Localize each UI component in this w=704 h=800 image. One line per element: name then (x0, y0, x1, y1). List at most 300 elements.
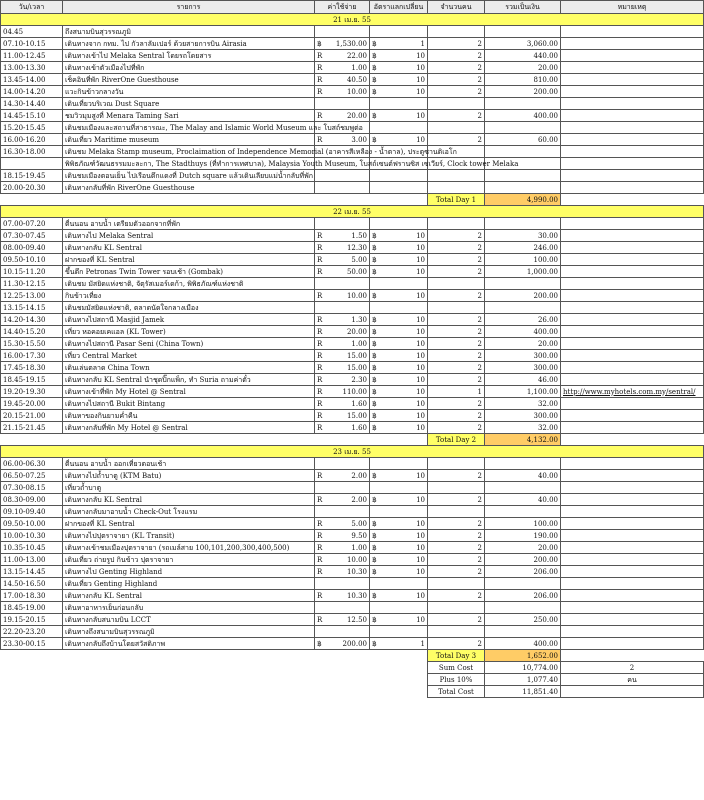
people-cell: 2 (428, 470, 485, 482)
rate-cell (370, 554, 428, 566)
item-cell: กินข้าวเที่ยง (63, 290, 315, 302)
table-row (1, 302, 704, 314)
day-header-row (1, 14, 704, 26)
people-cell (428, 302, 485, 314)
table-row (1, 182, 704, 194)
cost-cell (315, 86, 370, 98)
day-total-label: Total Day 2 (428, 434, 485, 446)
note-cell (561, 26, 704, 38)
rate-value: 10 (416, 387, 425, 396)
total-cell (485, 122, 561, 134)
day-header: 23 เม.ย. 55 (1, 446, 704, 458)
note-cell (561, 614, 704, 626)
total-cell (485, 302, 561, 314)
total-cell: 200.00 (485, 290, 561, 302)
summary-label: Plus 10% (428, 674, 485, 686)
cost-cell (315, 218, 370, 230)
people-cell: 2 (428, 566, 485, 578)
table-row (1, 230, 704, 242)
note-cell (561, 242, 704, 254)
time-cell: 11.00-12.45 (1, 50, 63, 62)
rate-value: 10 (416, 75, 425, 84)
item-cell: ถึงสนามบินสุวรรณภูมิ (63, 26, 315, 38)
cost-cell (315, 626, 370, 638)
note-cell (561, 182, 704, 194)
rate-currency-symbol: ฿ (372, 615, 377, 624)
total-cell: 46.00 (485, 374, 561, 386)
cost-value: 2.00 (351, 495, 367, 504)
empty-cell (370, 434, 428, 446)
table-row (1, 86, 704, 98)
time-cell: 23.30-00.15 (1, 638, 63, 650)
itinerary-body (1, 14, 704, 698)
people-cell (428, 26, 485, 38)
cost-cell (315, 542, 370, 554)
note-cell (561, 554, 704, 566)
summary-label: Sum Cost (428, 662, 485, 674)
note-cell (561, 494, 704, 506)
col-header-time: วัน/เวลา (1, 1, 63, 14)
note-cell (561, 134, 704, 146)
cost-cell (315, 230, 370, 242)
item-cell: เดินทางกลับ KL Sentral (63, 590, 315, 602)
cost-value: 1.60 (351, 423, 367, 432)
item-cell: เดินทางจาก กทม. ไป กัวลาลัมเปอร์ ด้วยสายการบิน Airasia (63, 38, 315, 50)
cost-value: 2.30 (351, 375, 367, 384)
empty-cell (561, 194, 704, 206)
note-cell (561, 398, 704, 410)
rate-cell (370, 566, 428, 578)
note-cell (561, 506, 704, 518)
item-cell: แวะกินข้าวกลางวัน (63, 86, 315, 98)
cost-cell (315, 266, 370, 278)
rate-cell (370, 422, 428, 434)
item-cell: ชมวิวมุมสูงที่ Menara Taming Sari (63, 110, 315, 122)
time-cell: 07.30-08.15 (1, 482, 63, 494)
people-cell: 2 (428, 50, 485, 62)
people-cell: 2 (428, 338, 485, 350)
total-cell (485, 506, 561, 518)
total-cell: 206.00 (485, 566, 561, 578)
cost-value: 12.30 (346, 243, 367, 252)
rate-currency-symbol: ฿ (372, 639, 377, 648)
total-cell: 200.00 (485, 86, 561, 98)
currency-symbol: R (317, 519, 323, 528)
note-cell (561, 146, 704, 158)
table-row (1, 626, 704, 638)
time-cell: 07.30-07.45 (1, 230, 63, 242)
rate-cell (370, 374, 428, 386)
item-cell: เดินทางถึงสนามบินสุวรรณภูมิ (63, 626, 315, 638)
rate-currency-symbol: ฿ (372, 63, 377, 72)
col-header-rate: อัตราแลกเปลี่ยน (370, 1, 428, 14)
rate-value: 10 (416, 327, 425, 336)
rate-cell (370, 302, 428, 314)
cost-cell (315, 566, 370, 578)
currency-symbol: R (317, 75, 323, 84)
table-row (1, 134, 704, 146)
summary-note (561, 686, 704, 698)
time-cell: 16.00-17.30 (1, 350, 63, 362)
note-cell (561, 566, 704, 578)
currency-symbol: R (317, 351, 323, 360)
total-cell (485, 626, 561, 638)
rate-value: 10 (416, 555, 425, 564)
cost-cell (315, 326, 370, 338)
empty-cell (561, 434, 704, 446)
time-cell: 15.20-15.45 (1, 122, 63, 134)
empty-cell (370, 194, 428, 206)
people-cell: 2 (428, 398, 485, 410)
currency-symbol: R (317, 591, 323, 600)
people-cell: 2 (428, 134, 485, 146)
rate-value: 10 (416, 291, 425, 300)
cost-cell (315, 398, 370, 410)
total-cell (485, 146, 561, 158)
table-row (1, 590, 704, 602)
people-cell: 2 (428, 62, 485, 74)
note-cell (561, 38, 704, 50)
table-row (1, 386, 704, 398)
note-cell (561, 374, 704, 386)
note-cell (561, 266, 704, 278)
day-header: 22 เม.ย. 55 (1, 206, 704, 218)
empty-cell (1, 674, 63, 686)
rate-cell (370, 230, 428, 242)
item-cell: เดินทางเข้าชมเมืองปุตราจายา (รถเมล์สาย 100,101,200,300,400,500) (63, 542, 315, 554)
currency-symbol: R (317, 615, 323, 624)
people-cell (428, 170, 485, 182)
cost-value: 200.00 (342, 639, 367, 648)
currency-symbol: R (317, 255, 323, 264)
total-cell (485, 182, 561, 194)
table-row (1, 578, 704, 590)
rate-currency-symbol: ฿ (372, 411, 377, 420)
cost-cell (315, 614, 370, 626)
table-row (1, 266, 704, 278)
total-cell (485, 98, 561, 110)
cost-cell (315, 422, 370, 434)
rate-cell (370, 494, 428, 506)
item-cell: เดินเที่ยว ถ่ายรูป กินข้าว ปุตราจายา (63, 554, 315, 566)
table-row (1, 422, 704, 434)
time-cell: 14.20-14.30 (1, 314, 63, 326)
note-cell (561, 50, 704, 62)
item-cell: เดินทางไปสถานี Bukit Bintang (63, 398, 315, 410)
people-cell: 2 (428, 638, 485, 650)
time-cell: 19.45-20.00 (1, 398, 63, 410)
cost-cell (315, 302, 370, 314)
total-cell: 40.00 (485, 470, 561, 482)
rate-value: 10 (416, 231, 425, 240)
note-cell (561, 254, 704, 266)
empty-cell (63, 434, 315, 446)
rate-value: 10 (416, 567, 425, 576)
rate-currency-symbol: ฿ (372, 327, 377, 336)
empty-cell (315, 434, 370, 446)
rate-currency-symbol: ฿ (372, 387, 377, 396)
rate-value: 10 (416, 399, 425, 408)
note-cell (561, 314, 704, 326)
rate-cell (370, 38, 428, 50)
note-cell (561, 410, 704, 422)
people-cell: 2 (428, 518, 485, 530)
cost-cell (315, 314, 370, 326)
header-row (1, 1, 704, 14)
table-row (1, 50, 704, 62)
people-cell: 2 (428, 290, 485, 302)
time-cell: 13.45-14.00 (1, 74, 63, 86)
cost-cell (315, 458, 370, 470)
time-cell: 10.15-11.20 (1, 266, 63, 278)
currency-symbol: R (317, 87, 323, 96)
rate-cell (370, 86, 428, 98)
rate-currency-symbol: ฿ (372, 567, 377, 576)
cost-cell (315, 638, 370, 650)
rate-currency-symbol: ฿ (372, 363, 377, 372)
people-cell: 2 (428, 74, 485, 86)
people-cell: 2 (428, 410, 485, 422)
empty-cell (1, 434, 63, 446)
rate-currency-symbol: ฿ (372, 399, 377, 408)
note-cell (561, 422, 704, 434)
table-row (1, 326, 704, 338)
cost-cell (315, 50, 370, 62)
day-total-value: 1,652.00 (485, 650, 561, 662)
currency-symbol: R (317, 567, 323, 576)
note-cell (561, 170, 704, 182)
people-cell: 2 (428, 254, 485, 266)
cost-value: 1.50 (351, 231, 367, 240)
table-row (1, 350, 704, 362)
rate-cell (370, 122, 428, 134)
total-cell: 810.00 (485, 74, 561, 86)
people-cell: 2 (428, 86, 485, 98)
table-row (1, 482, 704, 494)
cost-cell (315, 578, 370, 590)
rate-cell (370, 338, 428, 350)
total-cell: 206.00 (485, 590, 561, 602)
item-cell: ตื่นนอน อาบน้ำ เตรียมตัวออกจากที่พัก (63, 218, 315, 230)
table-row (1, 170, 704, 182)
people-cell (428, 98, 485, 110)
cost-cell (315, 530, 370, 542)
day-header: 21 เม.ย. 55 (1, 14, 704, 26)
item-cell: ฝากของที่ KL Sentral (63, 254, 315, 266)
rate-cell (370, 506, 428, 518)
summary-note: 2 (561, 662, 704, 674)
empty-cell (1, 686, 63, 698)
cost-value: 1.30 (351, 315, 367, 324)
item-cell: เดินเที่ยว Genting Highland (63, 578, 315, 590)
rate-cell (370, 470, 428, 482)
empty-cell (315, 674, 370, 686)
time-cell: 13.15-14.45 (1, 566, 63, 578)
rate-currency-symbol: ฿ (372, 375, 377, 384)
hotel-link[interactable]: http://www.myhotels.com.my/sentral/ (561, 386, 704, 398)
rate-value: 1 (420, 639, 425, 648)
total-cell: 250.00 (485, 614, 561, 626)
table-row (1, 638, 704, 650)
item-cell: เดินเที่ยว Maritime museum (63, 134, 315, 146)
item-cell: เดินหาอาหารเย็นก่อนกลับ (63, 602, 315, 614)
rate-currency-symbol: ฿ (372, 255, 377, 264)
day-header-row (1, 206, 704, 218)
cost-cell (315, 38, 370, 50)
rate-cell (370, 242, 428, 254)
time-cell: 14.30-14.40 (1, 98, 63, 110)
table-row (1, 566, 704, 578)
time-cell: 17.45-18.30 (1, 362, 63, 374)
rate-currency-symbol: ฿ (372, 555, 377, 564)
table-row (1, 614, 704, 626)
item-cell: ตื่นนอน อาบน้ำ ออกเที่ยวตอนเช้า (63, 458, 315, 470)
rate-cell (370, 398, 428, 410)
rate-cell (370, 482, 428, 494)
cost-value: 110.00 (342, 387, 367, 396)
time-cell: 16.30-18.00 (1, 146, 63, 158)
note-cell (561, 626, 704, 638)
cost-cell (315, 470, 370, 482)
day-total-label: Total Day 3 (428, 650, 485, 662)
table-row (1, 62, 704, 74)
rate-value: 10 (416, 87, 425, 96)
total-cell (485, 218, 561, 230)
time-cell: 07.00-07.20 (1, 218, 63, 230)
time-cell: 11.00-13.00 (1, 554, 63, 566)
total-cell: 20.00 (485, 338, 561, 350)
item-cell: เดินชม มัสยิดแห่งชาติ, จัตุรัสเมอร์เดก้า, พิพิธภัณฑ์แห่งชาติ (63, 278, 315, 290)
time-cell: 19.15-20.15 (1, 614, 63, 626)
time-cell: 20.00-20.30 (1, 182, 63, 194)
table-row (1, 542, 704, 554)
note-cell (561, 326, 704, 338)
currency-symbol: R (317, 315, 323, 324)
day-total-row (1, 434, 704, 446)
total-cell (485, 458, 561, 470)
people-cell: 2 (428, 242, 485, 254)
currency-symbol: R (317, 327, 323, 336)
note-cell (561, 158, 704, 170)
rate-cell (370, 530, 428, 542)
table-row (1, 98, 704, 110)
item-cell: ฝากของที่ KL Sentral (63, 518, 315, 530)
table-row (1, 410, 704, 422)
total-cell: 60.00 (485, 134, 561, 146)
rate-cell (370, 170, 428, 182)
note-cell (561, 530, 704, 542)
total-cell: 246.00 (485, 242, 561, 254)
rate-currency-symbol: ฿ (372, 591, 377, 600)
cost-cell (315, 410, 370, 422)
table-row (1, 146, 704, 158)
day-total-label: Total Day 1 (428, 194, 485, 206)
time-cell: 11.30-12.15 (1, 278, 63, 290)
cost-cell (315, 554, 370, 566)
rate-currency-symbol: ฿ (372, 39, 377, 48)
time-cell: 12.25-13.00 (1, 290, 63, 302)
item-cell: เดินหาของกินยามค่ำคืน (63, 410, 315, 422)
note-cell (561, 278, 704, 290)
total-cell: 40.00 (485, 494, 561, 506)
people-cell (428, 482, 485, 494)
time-cell: 14.40-15.20 (1, 326, 63, 338)
cost-cell (315, 374, 370, 386)
currency-symbol: R (317, 63, 323, 72)
currency-symbol: R (317, 363, 323, 372)
table-row (1, 602, 704, 614)
table-row (1, 458, 704, 470)
item-cell: เดินชมเมืองและสถานที่สาธารณะ, The Malay and Islamic World Museum และ โบสถ์ชมพูต่อ (63, 122, 315, 134)
rate-value: 10 (416, 591, 425, 600)
item-cell: เดินทางกลับ KL Sentral นำชุดปิ๊กแพ็ก, ทำ Suria ถามค่าตั๋ว (63, 374, 315, 386)
table-row (1, 314, 704, 326)
empty-cell (561, 650, 704, 662)
item-cell: เดินชม Melaka Stamp museum, Proclaimation of Independence Memorial (อาคารสีเหลือง - น้ำตาล), ประตูซานติเอโก (63, 146, 315, 158)
rate-currency-symbol: ฿ (372, 291, 377, 300)
summary-value: 11,851.40 (485, 686, 561, 698)
item-cell: เดินทางเข้าตัวเมืองไปที่พัก (63, 62, 315, 74)
item-cell: เดินทางเข้าไป Melaka Sentral โดยรถโดยสาร (63, 50, 315, 62)
empty-cell (315, 686, 370, 698)
cost-cell (315, 74, 370, 86)
empty-cell (63, 674, 315, 686)
rate-value: 10 (416, 471, 425, 480)
item-cell: ขึ้นตึก Petronas Twin Tower รอบเช้า (Gombak) (63, 266, 315, 278)
item-cell: เดินทางกลับถึงบ้านโดยสวัสดิภาพ (63, 638, 315, 650)
note-cell (561, 98, 704, 110)
item-cell: เดินทางไป Genting Highland (63, 566, 315, 578)
cost-value: 12.50 (346, 615, 367, 624)
people-cell (428, 506, 485, 518)
table-row (1, 530, 704, 542)
time-cell: 19.20-19.30 (1, 386, 63, 398)
people-cell (428, 602, 485, 614)
rate-cell (370, 326, 428, 338)
summary-value: 10,774.00 (485, 662, 561, 674)
col-header-note: หมายเหตุ (561, 1, 704, 14)
currency-symbol: R (317, 375, 323, 384)
time-cell: 22.20-23.20 (1, 626, 63, 638)
rate-cell (370, 602, 428, 614)
rate-cell (370, 182, 428, 194)
rate-value: 10 (416, 339, 425, 348)
people-cell: 2 (428, 374, 485, 386)
note-cell (561, 602, 704, 614)
rate-cell (370, 266, 428, 278)
item-cell: เดินทางกลับที่พัก RiverOne Guesthouse (63, 182, 315, 194)
rate-currency-symbol: ฿ (372, 135, 377, 144)
item-cell: เช็คอินที่พัก RiverOne Guesthouse (63, 74, 315, 86)
total-cell: 400.00 (485, 326, 561, 338)
table-row (1, 158, 704, 170)
time-cell: 06.00-06.30 (1, 458, 63, 470)
people-cell: 2 (428, 494, 485, 506)
cost-value: 40.50 (346, 75, 367, 84)
item-cell: เดินชมเมืองตอนเย็น ไปเรือนตึกแดงที่ Dutch square แล้วเดินเลียบแม่น้ำกลับที่พัก (63, 170, 315, 182)
cost-value: 5.00 (351, 519, 367, 528)
currency-symbol: R (317, 111, 323, 120)
cost-value: 1.00 (351, 543, 367, 552)
currency-symbol: R (317, 267, 323, 276)
item-cell: เดินทางไปสถานี Pasar Seni (China Town) (63, 338, 315, 350)
rate-cell (370, 638, 428, 650)
rate-cell (370, 410, 428, 422)
note-cell (561, 458, 704, 470)
people-cell (428, 578, 485, 590)
cost-cell (315, 518, 370, 530)
empty-cell (370, 662, 428, 674)
